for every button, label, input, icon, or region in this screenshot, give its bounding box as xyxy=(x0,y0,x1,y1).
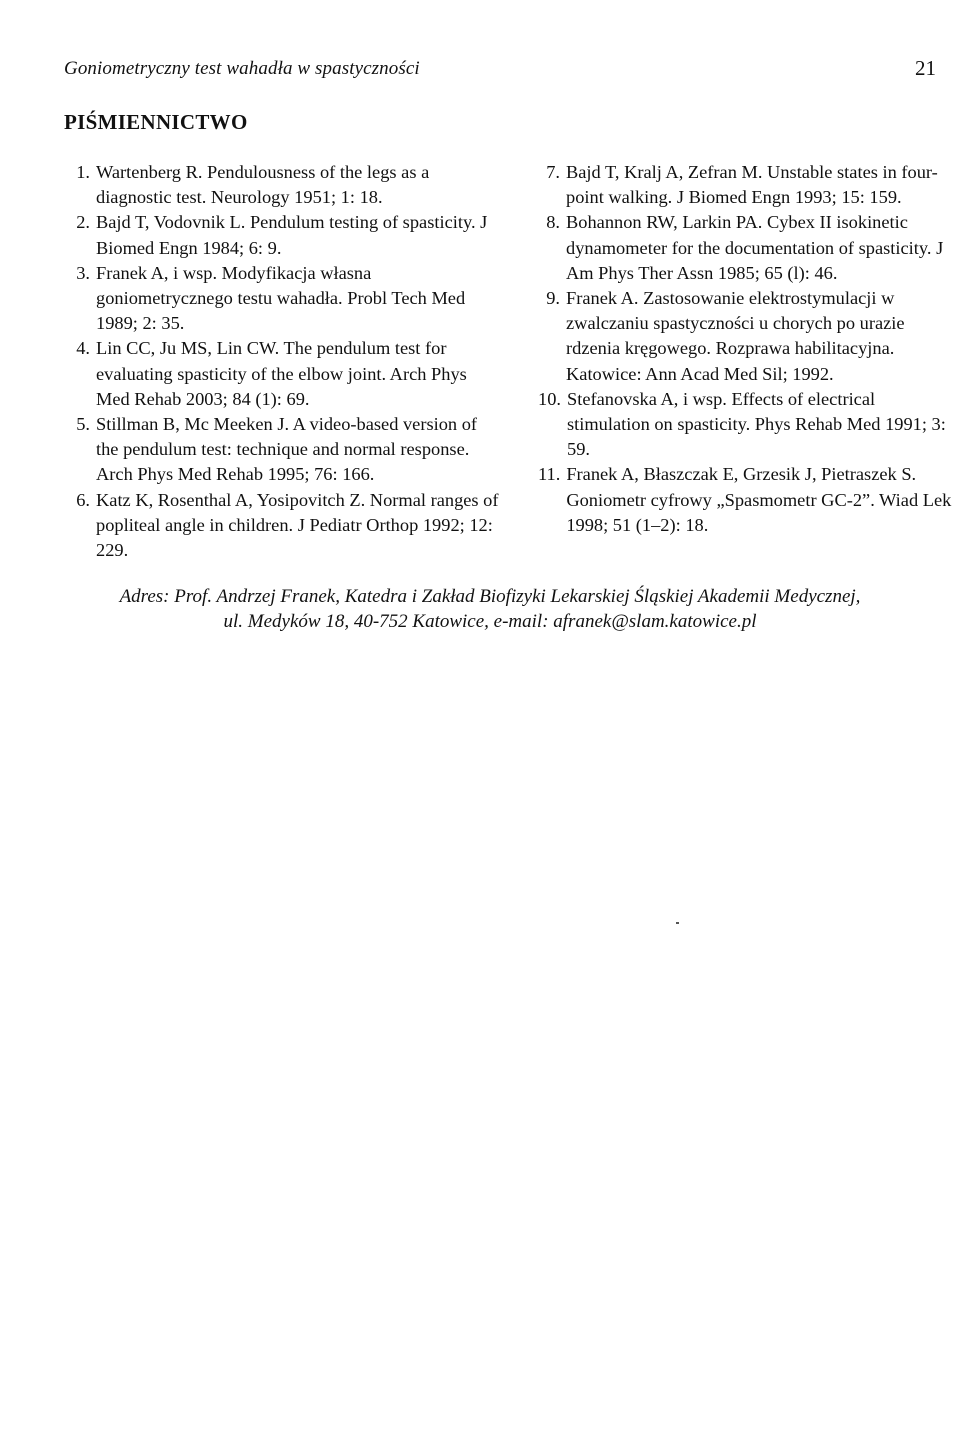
references-left-column xyxy=(64,160,500,563)
reference-text: Wartenberg R. Pendulousness of the legs as a diagnostic test. Neurology 1951; 1: 18. xyxy=(96,162,430,208)
reference-number: 2. xyxy=(76,212,90,233)
reference-number: 7. xyxy=(546,162,560,182)
reference-text: Katz K, Rosenthal A, Yosipovitch Z. Normal ranges of popliteal angle in children. J Pediatr Orthop 1992; 12: 229. xyxy=(96,489,499,561)
reference-item xyxy=(538,387,960,463)
reference-text: Bohannon RW, Larkin PA. Cybex II isokinetic dynamometer for the documentation of spasticity. J Am Phys Ther Assn 1985; 65 (l): 46. xyxy=(566,212,944,283)
section-title: PIŚMIENNICTWO xyxy=(64,110,248,134)
reference-item xyxy=(64,336,500,412)
reference-text: Stefanovska A, i wsp. Effects of electrical stimulation on spasticity. Phys Rehab Med 1991; 3: 59. xyxy=(567,388,946,460)
reference-text: Bajd T, Kralj A, Zefran M. Unstable states in four-point walking. J Biomed Engn 1993; 15: 159. xyxy=(566,162,938,208)
reference-text: Lin CC, Ju MS, Lin CW. The pendulum test for evaluating spasticity of the elbow joint. Arch Phys Med Rehab 2003; 84 (1): 69. xyxy=(96,338,467,409)
reference-number: 11. xyxy=(538,464,561,485)
reference-item xyxy=(538,286,960,387)
reference-item xyxy=(538,462,960,538)
reference-text: Stillman B, Mc Meeken J. A video-based version of the pendulum test: technique and normal response. Arch Phys Med Rehab 1995; 76: 166. xyxy=(96,414,478,485)
reference-number: 8. xyxy=(546,212,560,233)
reference-item xyxy=(64,210,500,260)
reference-number: 9. xyxy=(546,288,560,309)
reference-number: 4. xyxy=(76,338,90,359)
reference-number: 10. xyxy=(538,388,561,409)
references-right-column xyxy=(538,160,960,538)
reference-item xyxy=(64,160,500,210)
reference-number: 1. xyxy=(76,162,90,182)
page-number: 21 xyxy=(915,56,936,80)
reference-item xyxy=(64,261,500,337)
scan-speck xyxy=(676,922,679,924)
reference-text: Bajd T, Vodovnik L. Pendulum testing of spasticity. J Biomed Engn 1984; 6: 9. xyxy=(96,212,488,258)
reference-item xyxy=(538,210,960,286)
reference-item xyxy=(64,488,500,564)
reference-text: Franek A. Zastosowanie elektrostymulacji w zwalczaniu spastyczności u chorych po urazie rdzenia kręgowego. Rozprawa habilitacyjna. Katowice: Ann Acad Med Sil; 1992. xyxy=(566,288,905,384)
reference-number: 6. xyxy=(76,489,90,510)
reference-number: 3. xyxy=(76,262,90,283)
reference-item xyxy=(538,160,960,210)
reference-item xyxy=(64,412,500,488)
reference-text: Franek A, i wsp. Modyfikacja własna goniometrycznego testu wahadła. Probl Tech Med 1989; 2: 35. xyxy=(96,262,466,334)
running-title: Goniometryczny test wahadła w spastyczności xyxy=(64,58,420,79)
address-line-2: ul. Medyków 18, 40-752 Katowice, e-mail: afranek@slam.katowice.pl xyxy=(223,611,757,632)
address-line-1: Adres: Prof. Andrzej Franek, Katedra i Zakład Biofizyki Lekarskiej Śląskiej Akademii Medycznej, xyxy=(119,586,861,607)
correspondence-address xyxy=(40,584,940,634)
reference-number: 5. xyxy=(76,414,90,435)
reference-text: Franek A, Błaszczak E, Grzesik J, Pietraszek S. Goniometr cyfrowy „Spasmometr GC-2”. Wiad Lek 1998; 51 (1–2): 18. xyxy=(566,464,952,535)
